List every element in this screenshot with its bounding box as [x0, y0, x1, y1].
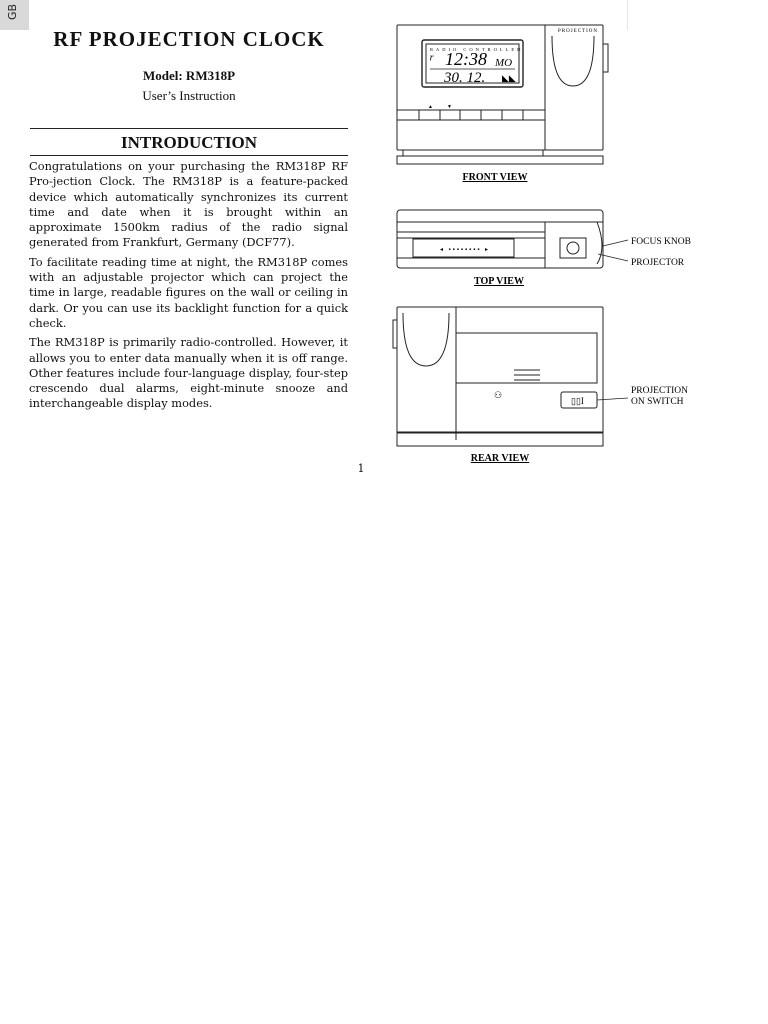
model-number: Model: RM318P — [142, 68, 236, 83]
up-arrow-icon: ▲ — [428, 105, 433, 110]
lcd-time-icon: ʳ — [429, 50, 433, 69]
projection-callout-line1: PROJECTION — [631, 386, 689, 396]
projector-callout: PROJECTOR — [631, 258, 685, 268]
battery-icon: ⚇ — [494, 390, 503, 400]
language-label: GB — [6, 3, 19, 20]
document-subtitle: User’s Instruction — [142, 88, 236, 103]
section-heading: INTRODUCTION — [120, 133, 258, 152]
lcd-radio-label: RADIO CONTROLLED — [430, 47, 524, 52]
lcd-day: MO — [495, 57, 513, 69]
paragraph: Congratulations on your purchasing the RM318P RF Pro-jection Clock. The RM318P is a feature-packed device which automatically synchronizes its current time and date when it is brought within an approximate 1500km radius of the radio signal generated from Frankfurt, Germany (DCF77). — [29, 159, 348, 250]
lcd-alarm-icon: ◣◣ — [502, 73, 516, 83]
projection-callout-line2: ON SWITCH — [631, 397, 684, 407]
paragraph: To facilitate reading time at night, the RM318P comes with an adjustable projector which can project the time in large, readable figures on the wall or ceiling in dark. Or you can use its backlight function for a quick check. — [29, 254, 348, 330]
front-brand-label: PROJECTION — [558, 29, 599, 34]
lcd-date: 30. 12. — [444, 70, 486, 86]
down-arrow-icon: ▼ — [447, 105, 452, 110]
front-view-caption: FRONT VIEW — [462, 172, 528, 183]
document-title: RF PROJECTION CLOCK — [53, 27, 325, 51]
lcd-time: 12:38 — [445, 49, 487, 69]
paragraph: The RM318P is primarily radio-controlled. However, it allows you to enter data manually when it is off range. Other features include four-language display, four-step crescendo dual alarms, eight-minute snooze and interchangeable display modes. — [29, 335, 348, 411]
rear-view-caption: REAR VIEW — [470, 453, 530, 464]
focus-knob-callout: FOCUS KNOB — [631, 237, 691, 247]
top-view-caption: TOP VIEW — [474, 276, 524, 287]
top-panel-markings: ◂ ▪▪▪▪▪▪▪▪ ▸ — [440, 247, 491, 253]
page-number: 1 — [357, 462, 365, 475]
switch-marking: ▯▯I — [571, 396, 584, 406]
